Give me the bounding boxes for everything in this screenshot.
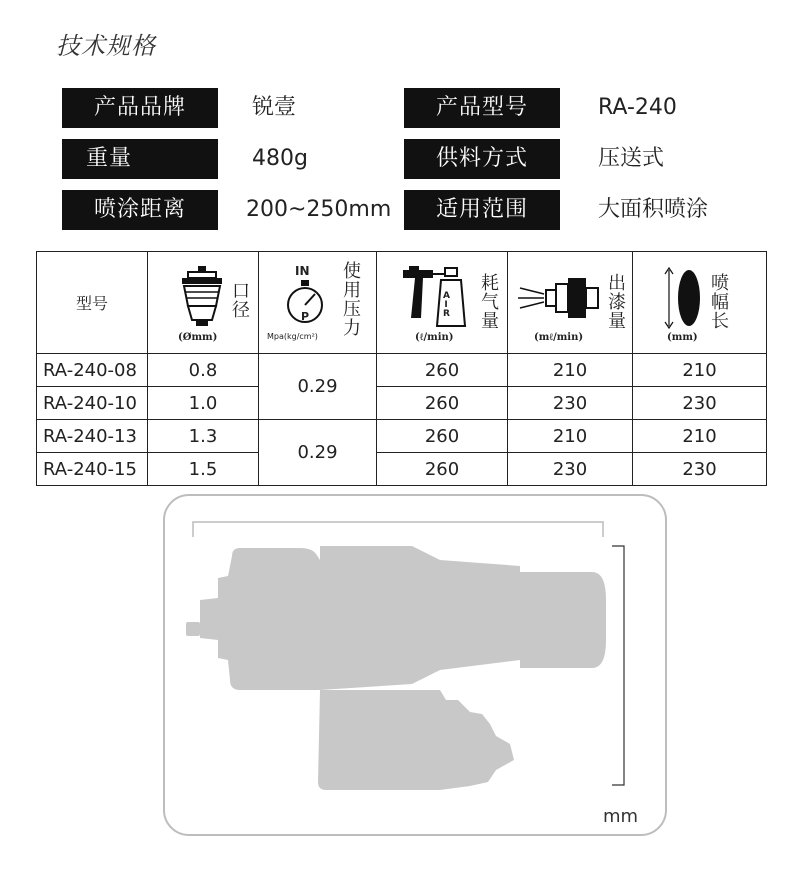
spec-label-usage: 适用范围: [404, 190, 560, 230]
dimension-unit-label: mm: [603, 806, 639, 827]
row-paint: 230: [508, 453, 633, 486]
pressure-in-text: IN: [295, 264, 310, 278]
header-width-label: 喷幅长: [711, 273, 729, 332]
row-paint: 210: [508, 354, 633, 387]
header-nozzle-unit: (Ømm): [178, 332, 218, 343]
spec-label-feed: 供料方式: [404, 139, 560, 179]
row-air: 260: [377, 453, 508, 486]
header-paint-label: 出漆量: [608, 273, 626, 332]
row-width: 230: [633, 387, 767, 420]
height-dimension-line: [612, 546, 624, 785]
spec-value-model: RA-240: [598, 95, 677, 120]
header-paint-unit: (mℓ/min): [534, 332, 584, 343]
header-pressure-unit: Mpa(kg/cm²): [267, 332, 318, 341]
row-model: RA-240-10: [37, 387, 148, 420]
row-air: 260: [377, 387, 508, 420]
spec-value-distance: 200~250mm: [246, 197, 392, 222]
page-title: 技术规格: [56, 32, 156, 60]
spec-value-usage: 大面积喷涂: [598, 197, 709, 222]
row-pressure-group: 0.29: [259, 354, 377, 420]
row-nozzle: 0.8: [148, 354, 259, 387]
header-nozzle-label: 口径: [232, 281, 250, 321]
header-model: 型号: [37, 252, 148, 354]
row-nozzle: 1.5: [148, 453, 259, 486]
row-paint: 210: [508, 420, 633, 453]
spec-label-brand: 产品品牌: [62, 88, 218, 128]
width-dimension-line: [193, 522, 603, 537]
row-width: 230: [633, 453, 767, 486]
spec-label-weight: 重量: [62, 139, 218, 179]
spec-value-weight: 480g: [252, 146, 308, 171]
row-paint: 230: [508, 387, 633, 420]
air-tank-text: AIR: [443, 291, 450, 319]
row-nozzle: 1.0: [148, 387, 259, 420]
row-width: 210: [633, 420, 767, 453]
pressure-gauge-letter: P: [301, 310, 310, 323]
row-nozzle: 1.3: [148, 420, 259, 453]
row-model: RA-240-08: [37, 354, 148, 387]
spec-value-feed: 压送式: [598, 146, 665, 171]
header-air-label: 耗气量: [481, 273, 499, 332]
row-air: 260: [377, 420, 508, 453]
row-model: RA-240-13: [37, 420, 148, 453]
row-width: 210: [633, 354, 767, 387]
header-air-unit: (ℓ/min): [415, 332, 454, 343]
row-model: RA-240-15: [37, 453, 148, 486]
spec-label-distance: 喷涂距离: [62, 190, 218, 230]
row-pressure-group: 0.29: [259, 420, 377, 486]
spec-value-brand: 锐壹: [252, 95, 297, 120]
header-pressure-label: 使用压力: [343, 261, 361, 339]
header-width-unit: (mm): [667, 332, 698, 343]
row-air: 260: [377, 354, 508, 387]
spec-label-model: 产品型号: [404, 88, 560, 128]
